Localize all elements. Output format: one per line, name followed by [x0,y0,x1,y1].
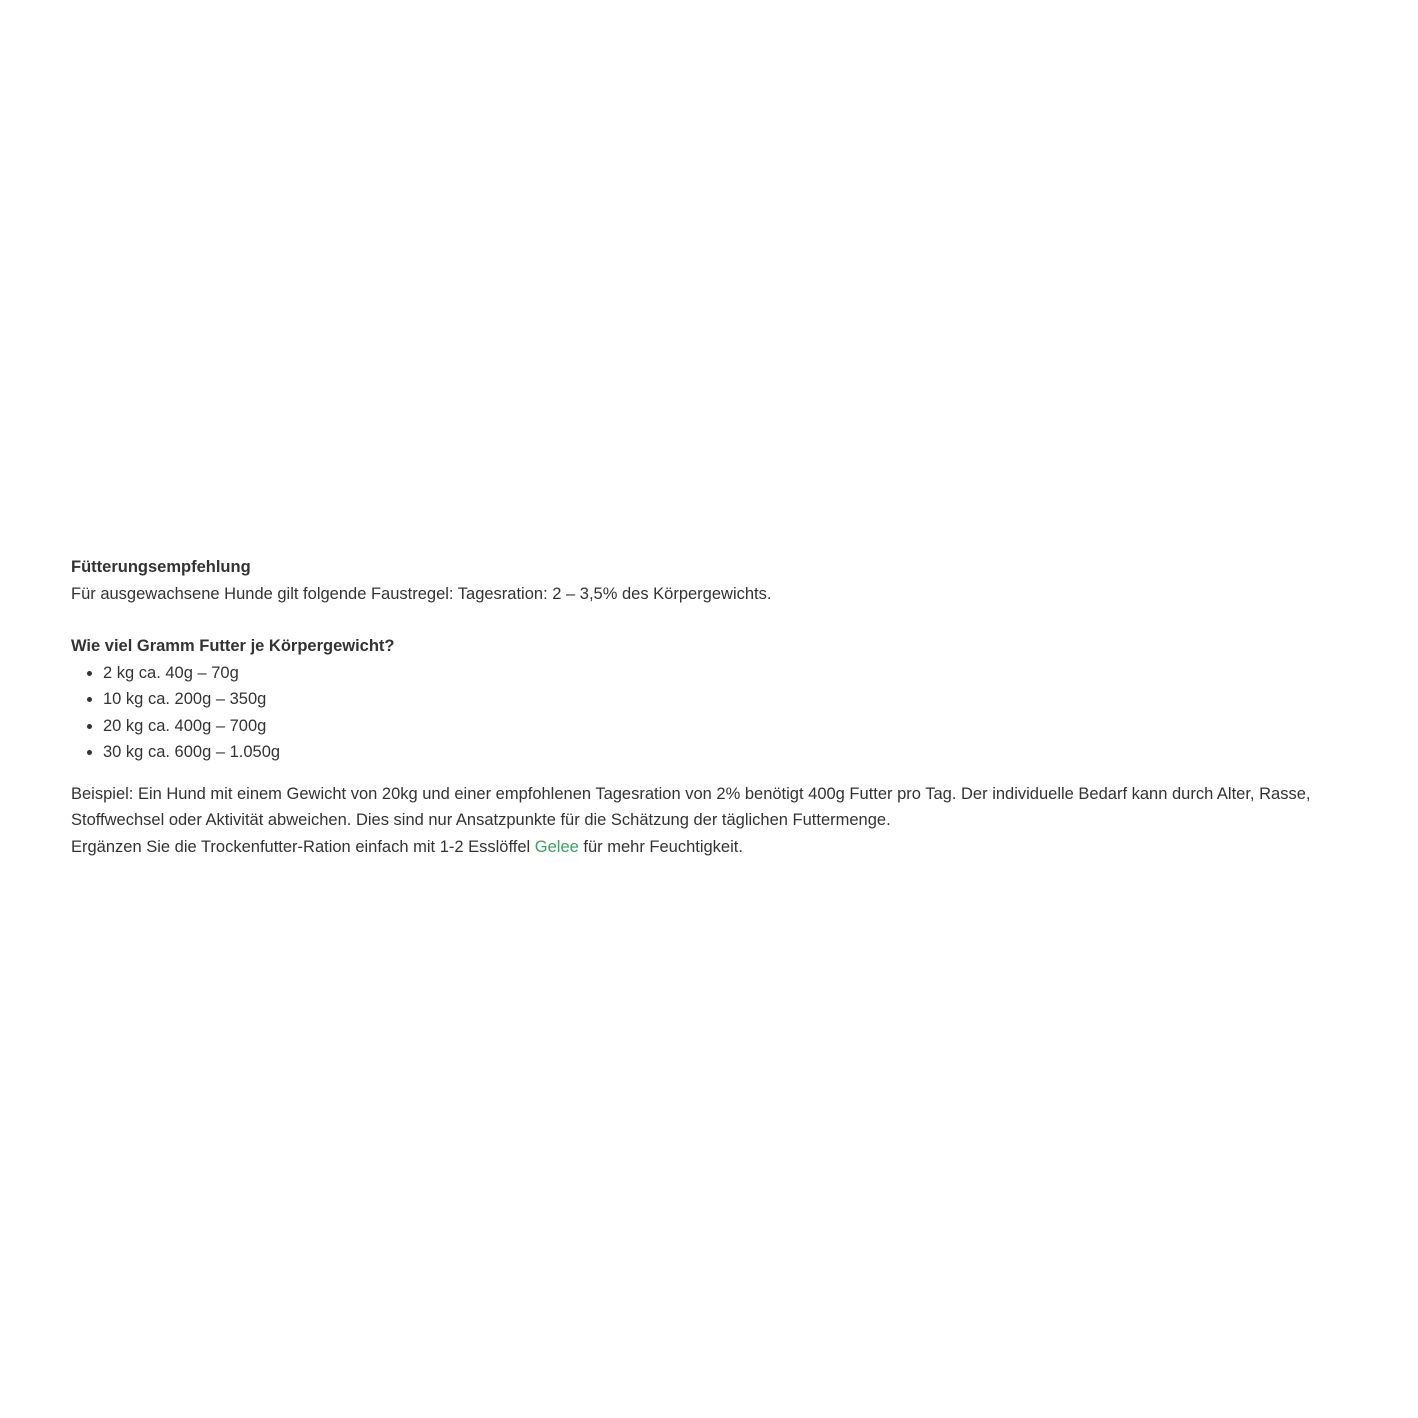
list-item: • 2 kg ca. 40g – 70g [103,660,1361,687]
list-item: • 20 kg ca. 400g – 700g [103,713,1361,740]
supplement-text-before: Ergänzen Sie die Trockenfutter-Ration einfach mit 1-2 Esslöffel [71,837,535,856]
feeding-rule-text: Für ausgewachsene Hunde gilt folgende Faustregel: Tagesration: 2 – 3,5% des Körpergewichts. [71,584,772,603]
example-text: Beispiel: Ein Hund mit einem Gewicht von 20kg und einer empfohlenen Tagesration von 2% benötigt 400g Futter pro Tag. Der individuelle Bedarf kann durch Alter, Rasse, Stoffwechsel oder Aktivität abweichen. Dies sind nur Ansatzpunkte für die Schätzung der täglichen Futtermenge. [71,784,1311,829]
supplement-text-after: für mehr Feuchtigkeit. [578,837,743,856]
list-item: • 30 kg ca. 600g – 1.050g [103,739,1361,766]
list-item: • 10 kg ca. 200g – 350g [103,686,1361,713]
supplement-text [71,834,1361,861]
feeding-recommendation-title: Fütterungsempfehlung [71,558,251,576]
amounts-title: Wie viel Gramm Futter je Körpergewicht? [71,637,395,655]
feeding-recommendation-section [71,554,1361,860]
amounts-list [71,660,1361,766]
gelee-link[interactable]: Gelee [534,837,579,856]
spacer [71,607,1361,633]
